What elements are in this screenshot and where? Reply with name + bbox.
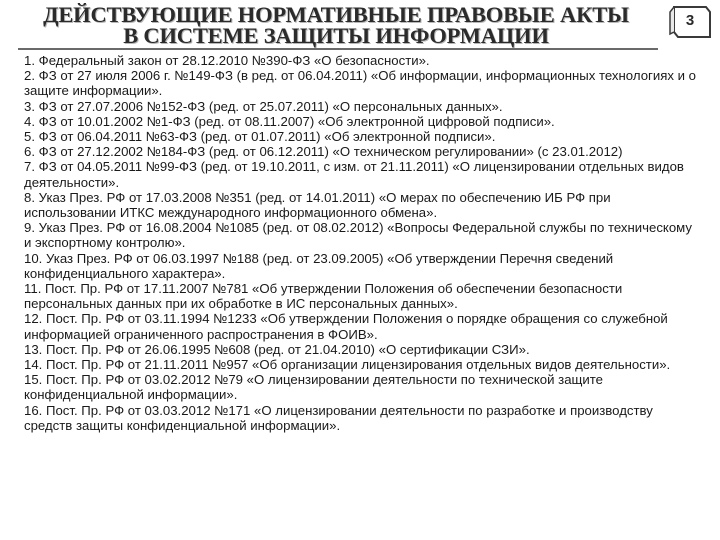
list-item: 6. ФЗ от 27.12.2002 №184-ФЗ (ред. от 06.12.2011) «О техническом регулировании» (с 23.01.2012) [24, 144, 623, 160]
slide-number-badge [668, 4, 712, 40]
list-item: 2. ФЗ от 27 июля 2006 г. №149-ФЗ (в ред. от 06.04.2011) «Об информации, информационных технологиях и о защите информации». [24, 68, 696, 99]
list-item: 3. ФЗ от 27.07.2006 №152-ФЗ (ред. от 25.07.2011) «О персональных данных». [24, 98, 503, 114]
list-item: 11. Пост. Пр. РФ от 17.11.2007 №781 «Об утверждении Положения об обеспечении безопасности персональных данных при их обработке в ИС персональных данных». [24, 281, 623, 312]
list-item: 8. Указ През. РФ от 17.03.2008 №351 (ред. от 14.01.2011) «О мерах по обеспечению ИБ РФ при использовании ИТКС международного информационного обмена». [24, 189, 611, 221]
list-item: 13. Пост. Пр. РФ от 26.06.1995 №608 (ред. от 21.04.2010) «О сертификации СЗИ». [24, 341, 530, 357]
list-item: 4. ФЗ от 10.01.2002 №1-ФЗ (ред. от 08.11.2007) «Об электронной цифровой подписи». [24, 113, 555, 129]
slide-title-line-2: В СИСТЕМЕ ЗАЩИТЫ ИНФОРМАЦИИ [123, 23, 549, 48]
slide-title [16, 4, 656, 46]
list-item: 5. ФЗ от 06.04.2011 №63-ФЗ (ред. от 01.07.2011) «Об электронной подписи». [24, 129, 496, 145]
list-item: 14. Пост. Пр. РФ от 21.11.2011 №957 «Об организации лицензирования отдельных видов деятельности». [24, 357, 671, 373]
list-item: 15. Пост. Пр. РФ от 03.02.2012 №79 «О лицензировании деятельности по технической защите конфиденциальной информации». [24, 372, 603, 403]
list-item: 16. Пост. Пр. РФ от 03.03.2012 №171 «О лицензировании деятельности по разработке и производству средств защиты конфиденциальной информации». [24, 402, 653, 433]
list-item: 7. ФЗ от 04.05.2011 №99-ФЗ (ред. от 19.10.2011, с изм. от 21.11.2011) «О лицензировании отдельных видов деятельности». [24, 159, 684, 190]
list-item: 12. Пост. Пр. РФ от 03.11.1994 №1233 «Об утверждении Положения о порядке обращения со служебной информацией ограниченного распространения в ФОИВ». [24, 311, 668, 342]
title-divider [18, 48, 658, 50]
legal-acts-list [24, 53, 696, 433]
list-item: 9. Указ През. РФ от 16.08.2004 №1085 (ред. от 08.02.2012) «Вопросы Федеральной службы по техническому и экспортному контролю». [24, 220, 692, 251]
list-item: 10. Указ През. РФ от 06.03.1997 №188 (ред. от 23.09.2005) «Об утверждении Перечня сведений конфиденциального характера». [24, 250, 614, 281]
list-item: 1. Федеральный закон от 28.12.2010 №390-ФЗ «О безопасности». [24, 53, 430, 68]
slide-title-line-1: ДЕЙСТВУЮЩИЕ НОРМАТИВНЫЕ ПРАВОВЫЕ АКТЫ [43, 2, 629, 27]
slide-number: 3 [685, 12, 695, 29]
